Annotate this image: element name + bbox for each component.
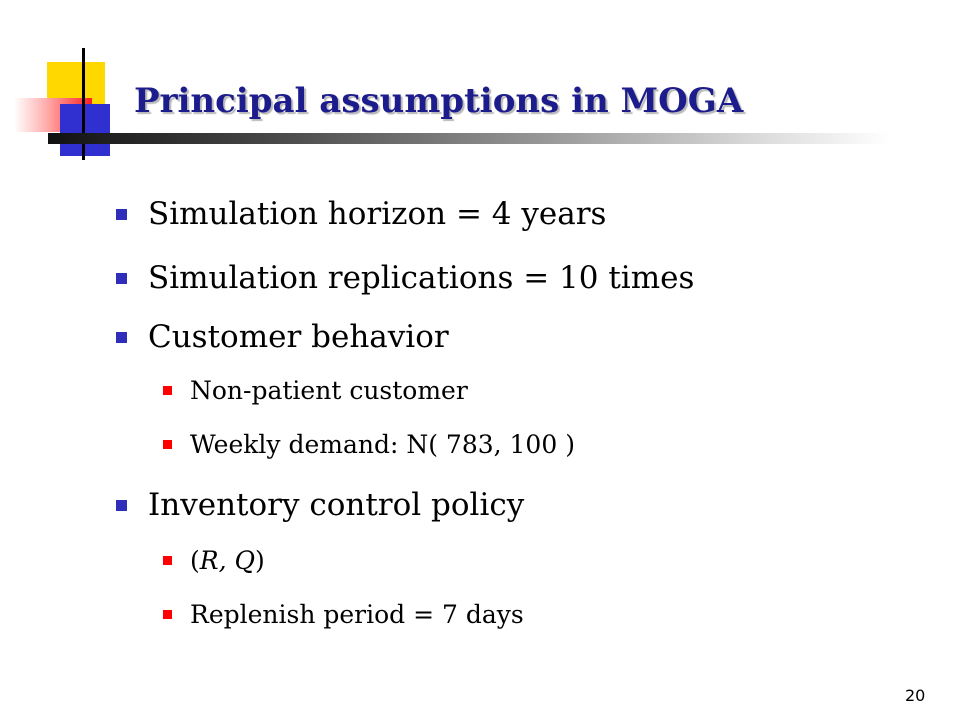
bullet-text: (R, Q)	[190, 546, 265, 575]
bullet-text: Inventory control policy	[148, 487, 525, 523]
sub-bullet-item-replenish-period	[190, 598, 524, 632]
slide-title: Principal assumptions in MOGA	[134, 81, 744, 121]
bullet-text: Weekly demand: N( 783, 100 )	[190, 430, 575, 459]
square-bullet-icon	[163, 610, 172, 619]
bullet-item-simulation-horizon	[148, 194, 606, 234]
square-bullet-icon	[116, 209, 127, 220]
bullet-item-simulation-replications	[148, 258, 694, 298]
square-bullet-icon	[116, 273, 127, 284]
bullet-text: Replenish period = 7 days	[190, 600, 524, 629]
bullet-item-customer-behavior	[148, 317, 449, 357]
square-bullet-icon	[116, 332, 127, 343]
square-bullet-icon	[116, 500, 127, 511]
bullet-text: Non-patient customer	[190, 376, 468, 405]
bullet-item-inventory-control-policy	[148, 485, 524, 525]
bullet-text: Customer behavior	[148, 319, 449, 355]
bullet-text: Simulation horizon = 4 years	[148, 196, 607, 232]
square-bullet-icon	[163, 386, 172, 395]
page-number: 20	[905, 686, 926, 705]
square-bullet-icon	[163, 556, 172, 565]
square-bullet-icon	[163, 440, 172, 449]
sub-bullet-item-non-patient-customer	[190, 374, 468, 408]
sub-bullet-item-weekly-demand	[190, 428, 575, 462]
sub-bullet-item-r-q-policy	[190, 544, 265, 578]
bullet-text: Simulation replications = 10 times	[148, 260, 695, 296]
